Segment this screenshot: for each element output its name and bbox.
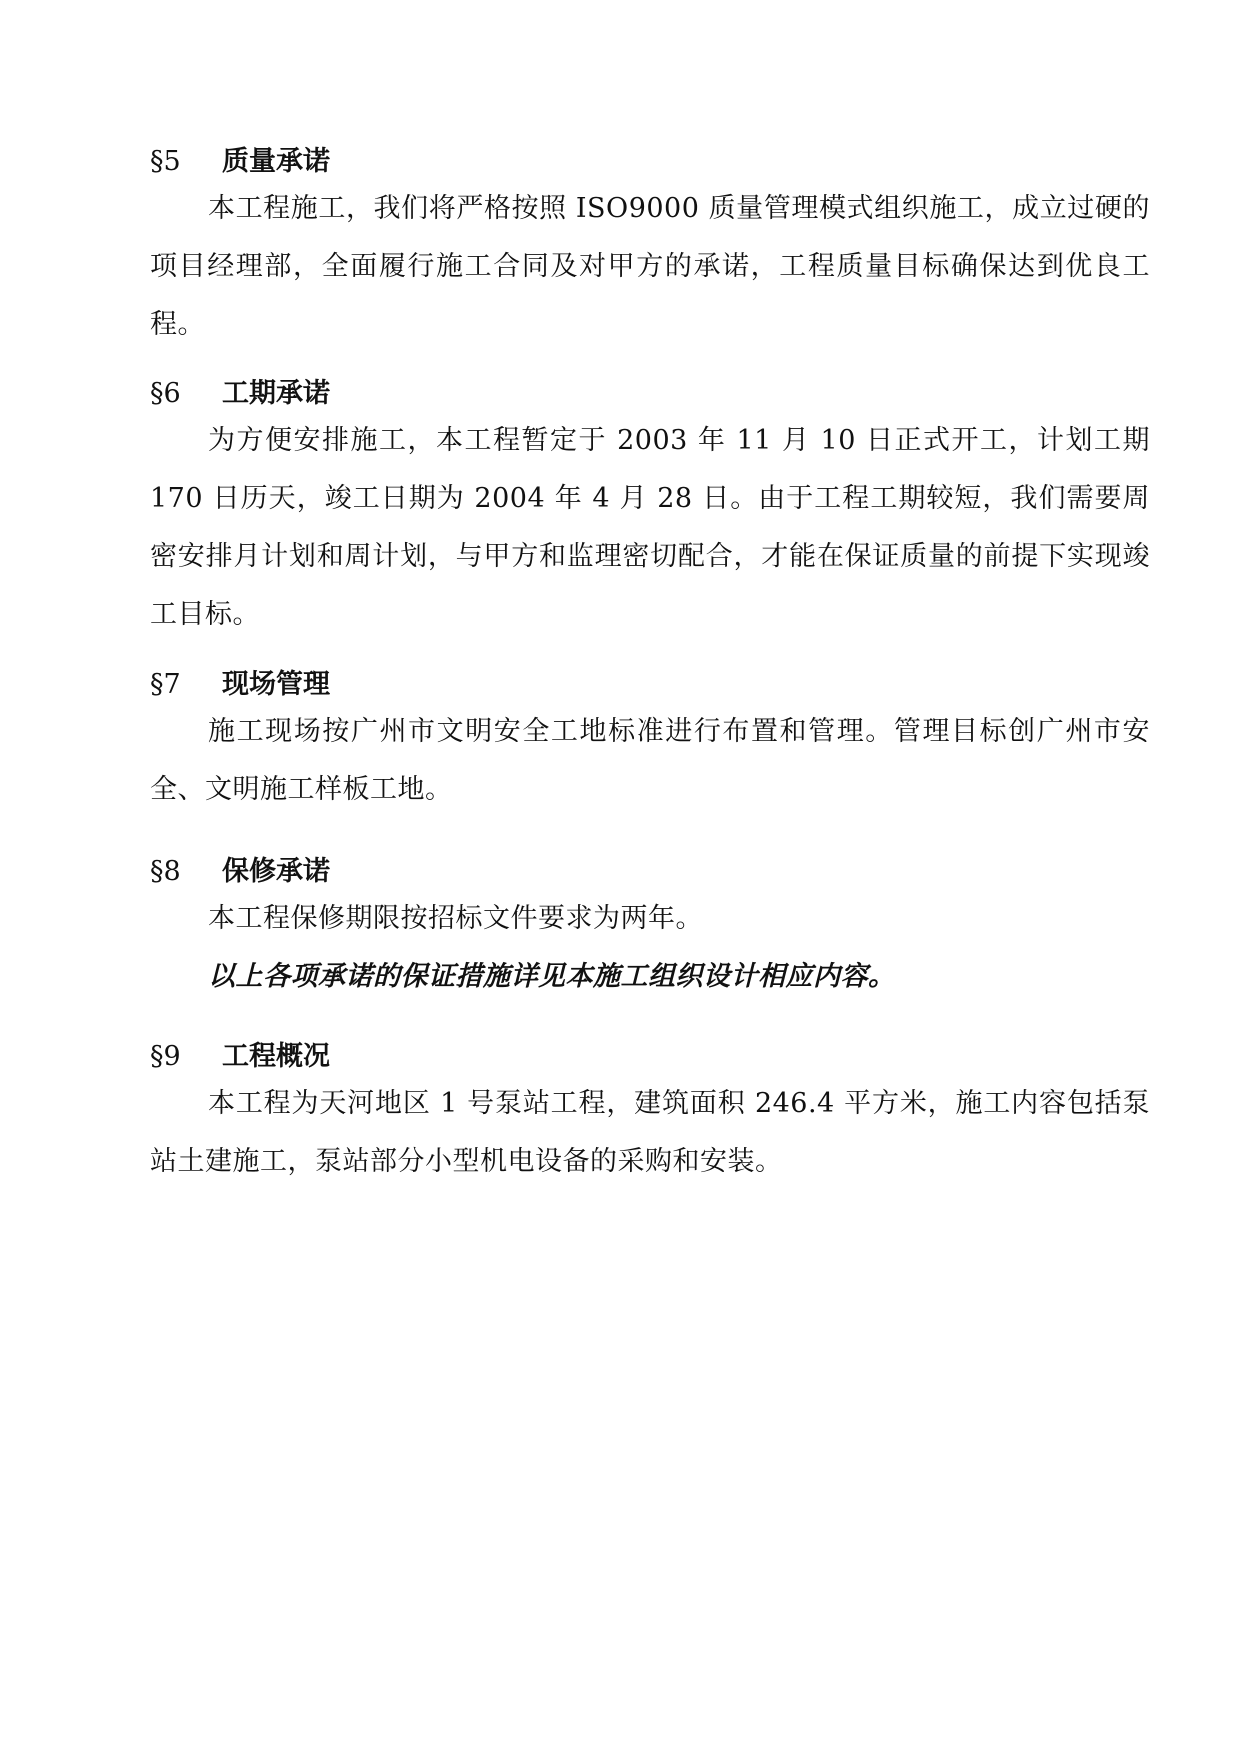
section-number: §7 <box>150 669 181 700</box>
section-number: §8 <box>150 856 181 887</box>
section-number: §9 <box>150 1041 181 1072</box>
section-8-heading <box>150 852 330 892</box>
section-8-paragraph: 本工程保修期限按招标文件要求为两年。 <box>208 903 703 934</box>
section-7-heading <box>150 665 330 705</box>
section-9-heading <box>150 1037 330 1077</box>
section-9-paragraph: 本工程为天河地区 1 号泵站工程，建筑面积 246.4 平方米，施工内容包括泵站土建施工，泵站部分小型机电设备的采购和安装。 <box>150 1088 1150 1177</box>
section-title: 工程概况 <box>222 1041 330 1072</box>
section-title: 质量承诺 <box>222 146 330 177</box>
section-8-emphasis: 以上各项承诺的保证措施详见本施工组织设计相应内容。 <box>208 961 896 992</box>
section-number: §5 <box>150 146 181 177</box>
section-5-paragraph: 本工程施工，我们将严格按照 ISO9000 质量管理模式组织施工，成立过硬的项目经理部，全面履行施工合同及对甲方的承诺，工程质量目标确保达到优良工程。 <box>150 193 1150 340</box>
section-6-heading <box>150 374 330 414</box>
section-title: 工期承诺 <box>222 378 330 409</box>
section-number: §6 <box>150 378 181 409</box>
section-7-paragraph: 施工现场按广州市文明安全工地标准进行布置和管理。管理目标创广州市安全、文明施工样板工地。 <box>150 716 1150 805</box>
section-6-paragraph: 为方便安排施工，本工程暂定于 2003 年 11 月 10 日正式开工，计划工期 170 日历天，竣工日期为 2004 年 4 月 28 日。由于工程工期较短，我们需要周密安排月计划和周计划，与甲方和监理密切配合，才能在保证质量的前提下实现竣工目标。 <box>150 425 1150 630</box>
section-5-heading <box>150 142 330 182</box>
section-title: 现场管理 <box>222 669 330 700</box>
section-title: 保修承诺 <box>222 856 330 887</box>
